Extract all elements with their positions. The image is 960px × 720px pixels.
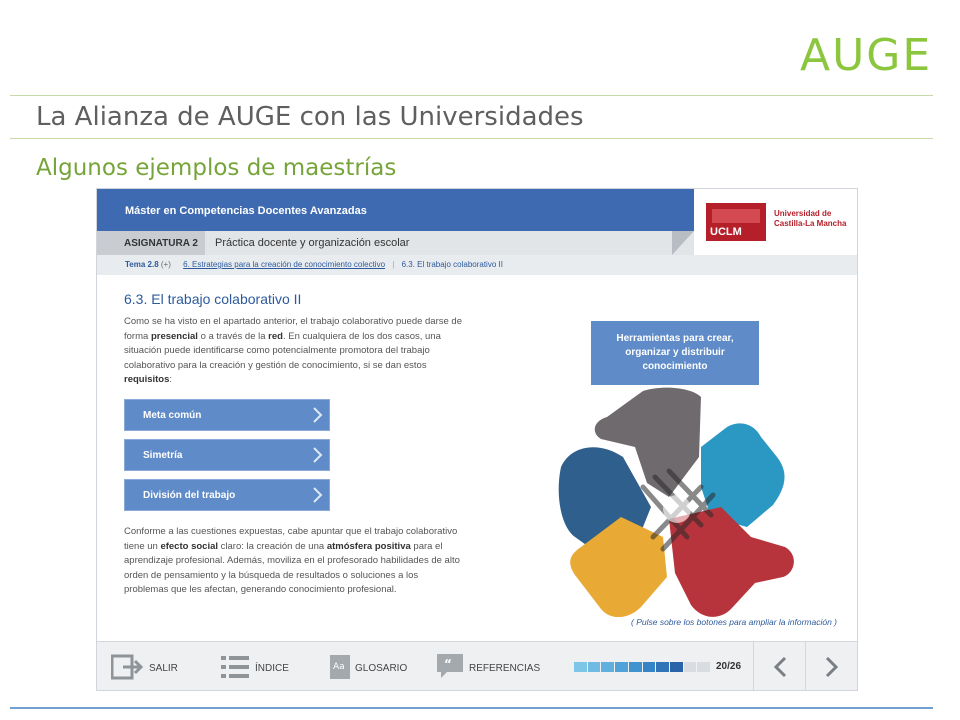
requirement-button-division-trabajo[interactable]: [124, 479, 330, 511]
footer-rule: [10, 707, 933, 709]
breadcrumb: [97, 255, 858, 275]
bottom-toolbar: [97, 641, 858, 691]
glossary-label: GLOSARIO: [355, 663, 408, 674]
course-screenshot: [96, 188, 858, 691]
body-text: o a través de la: [197, 330, 269, 342]
progress-segment: [588, 662, 601, 672]
title-rule-top: [10, 95, 933, 96]
progress-segment: [615, 662, 628, 672]
auge-logo: AUGE: [800, 30, 933, 81]
requirement-label: División del trabajo: [143, 490, 236, 501]
hands-illustration: [551, 387, 809, 623]
requirement-button-meta-comun[interactable]: [124, 399, 330, 431]
chevron-right-icon: [311, 407, 323, 423]
chevron-left-icon: [772, 656, 788, 678]
hint-note: ( Pulse sobre los botones para ampliar la información ): [631, 617, 837, 627]
exit-button[interactable]: [109, 642, 189, 691]
university-logo: [694, 189, 858, 255]
progress-segment: [656, 662, 669, 672]
title-rule-bottom: [10, 138, 933, 139]
body-text: Como se ha visto en el apartado anterior, el trabajo colaborativo puede darse de forma: [124, 316, 462, 342]
previous-button[interactable]: [753, 642, 805, 691]
progress-segment: [629, 662, 642, 672]
chevron-right-icon: [311, 487, 323, 503]
breadcrumb-topic: Tema 2.8: [125, 260, 159, 269]
progress-segment: [684, 662, 697, 672]
emphasis-text: efecto social: [160, 540, 219, 552]
body-text: . En cualquiera de los dos casos, una situación puede identificarse como potencialmente promotora del trabajo colaborativo para la creación y gestión de conocimiento, si se dan estos: [124, 330, 441, 371]
progress-text: 20/26: [716, 661, 742, 672]
subject-bar: [97, 231, 694, 255]
course-banner: Máster en Competencias Docentes Avanzadas: [97, 189, 694, 231]
progress-segment: [643, 662, 656, 672]
emphasis-text: requisitos: [124, 374, 170, 385]
exit-icon: [111, 654, 143, 680]
progress-segment: [574, 662, 587, 672]
body-text: claro: la creación de una: [218, 540, 327, 552]
uclm-mark: [706, 203, 766, 241]
slide-title: La Alianza de AUGE con las Universidades: [36, 102, 584, 132]
body-text: :: [169, 374, 173, 385]
svg-text:“: “: [444, 657, 452, 671]
requirement-label: Simetría: [143, 450, 183, 461]
body-text: para el aprendizaje profesional. Además, moviliza en el profesorado habilidades de alto orden de pensamiento y la búsqueda de resultados o soluciones a los problemas que les afectan, generando conocimiento profesional.: [124, 540, 460, 595]
breadcrumb-expand[interactable]: (+): [160, 260, 171, 269]
quote-icon: [437, 654, 463, 678]
emphasis-text: atmósfera positiva: [326, 540, 411, 552]
breadcrumb-separator: |: [392, 260, 395, 269]
svg-text:Aa: Aa: [333, 662, 345, 672]
conclusion-paragraph: [124, 525, 464, 598]
progress-bar: [574, 662, 710, 672]
lesson-content: [97, 275, 858, 641]
university-name: [774, 209, 858, 229]
next-button[interactable]: [805, 642, 857, 691]
subject-name: Práctica docente y organización escolar: [215, 237, 410, 249]
list-icon: [221, 654, 249, 680]
university-name-line-2: Castilla-La Mancha: [774, 219, 847, 228]
hands-center: [663, 495, 691, 523]
emphasis-text: red: [268, 330, 283, 342]
banner-fold: [672, 231, 694, 255]
slide-subtitle: Algunos ejemplos de maestrías: [36, 155, 397, 181]
references-label: REFERENCIAS: [469, 663, 541, 674]
subject-number: ASIGNATURA 2: [97, 231, 205, 255]
intro-paragraph: [124, 315, 464, 388]
references-button[interactable]: [435, 642, 545, 691]
index-button[interactable]: [219, 642, 299, 691]
chevron-right-icon: [311, 447, 323, 463]
university-name-line-1: Universidad de: [774, 209, 832, 218]
progress-segment: [670, 662, 683, 672]
breadcrumb-current: 6.3. El trabajo colaborativo II: [401, 260, 503, 269]
exit-label: SALIR: [149, 663, 178, 674]
progress-segment: [697, 662, 710, 672]
tools-info-button[interactable]: Herramientas para crear, organizar y distribuir conocimiento: [591, 321, 759, 385]
requirement-label: Meta común: [143, 410, 202, 421]
requirement-button-simetria[interactable]: [124, 439, 330, 471]
breadcrumb-link[interactable]: 6. Estrategias para la creación de conocimiento colectivo: [183, 260, 386, 269]
uclm-mark-text: UCLM: [710, 226, 742, 238]
section-title: 6.3. El trabajo colaborativo II: [124, 291, 302, 307]
index-label: ÍNDICE: [255, 663, 289, 674]
glossary-button[interactable]: [327, 642, 417, 691]
body-text: Conforme a las cuestiones expuestas, cabe apuntar que el trabajo colaborativo tiene un: [124, 526, 458, 552]
progress-segment: [601, 662, 614, 672]
emphasis-text: presencial: [150, 330, 198, 342]
chevron-right-icon: [824, 656, 840, 678]
glossary-icon: [329, 654, 351, 680]
